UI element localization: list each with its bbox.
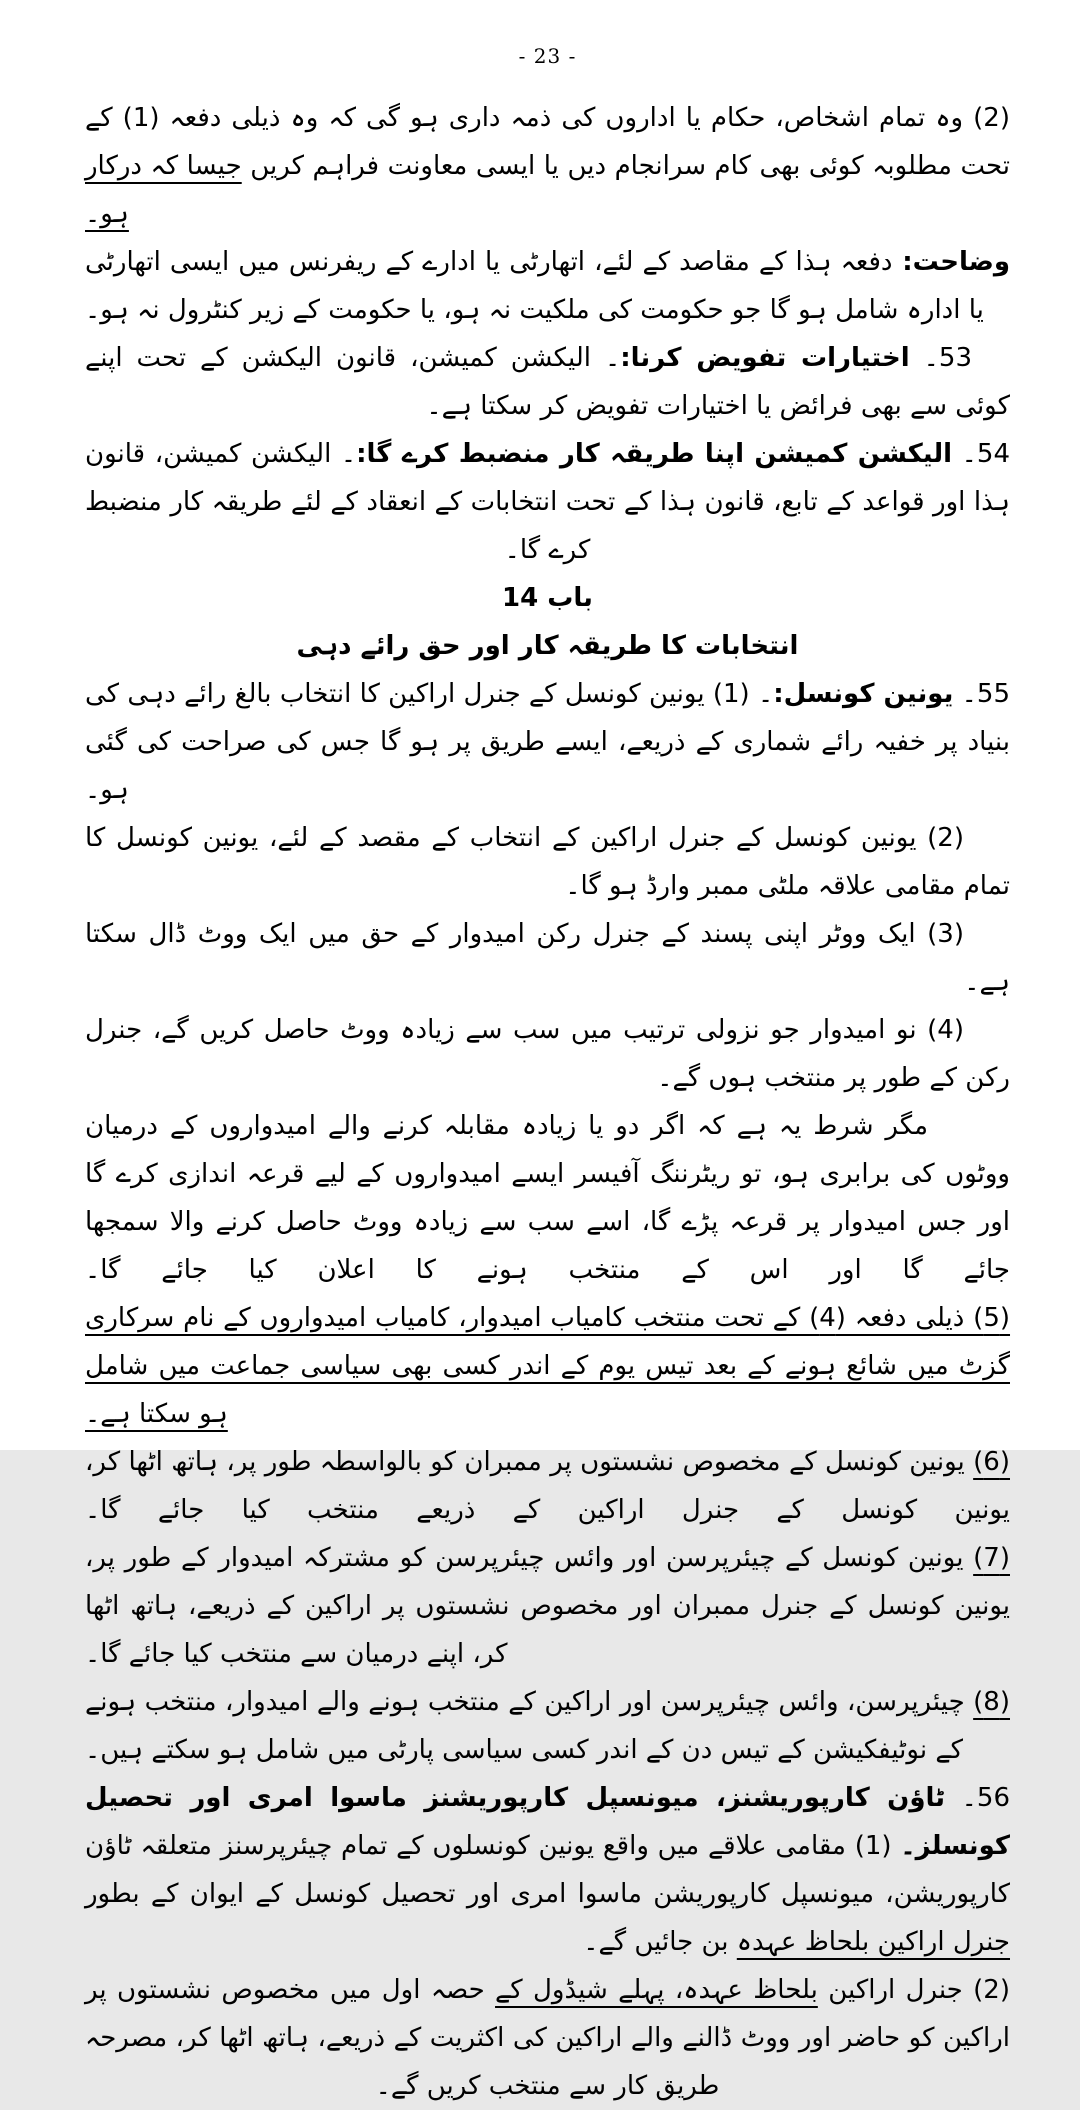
clause-55-4 — [85, 1006, 1010, 1102]
explanation-paragraph — [85, 238, 1010, 334]
underlined-text: (5) ذیلی دفعہ (4) کے تحت منتخب کامیاب امیدوار، کامیاب امیدواروں کے نام سرکاری گزٹ میں شائع ہونے کے بعد تیس یوم کے اندر کسی بھی سیاسی جماعت میں شامل ہو سکتا ہے۔ — [85, 1303, 1011, 1429]
text-run: (2) یونین کونسل کے جنرل اراکین کے انتخاب کے مقصد کے لئے، یونین کونسل کا تمام مقامی علاقہ ملٹی ممبر وارڈ ہو گا۔ — [85, 823, 1010, 901]
bold-text: یونین کونسل: — [773, 679, 954, 709]
text-run: بن جائیں گے۔ — [583, 1927, 737, 1957]
section-54 — [85, 430, 1010, 574]
chapter-title: انتخابات کا طریقہ کار اور حق رائے دہی — [296, 631, 799, 661]
text-run: 54۔ — [952, 439, 1010, 469]
underlined-text: (6) — [973, 1447, 1010, 1477]
text-run: یونین کونسل کے چیئرپرسن اور وائس چیئرپرسن کو مشترکہ امیدوار کے طور پر، یونین کونسل کے جنرل ممبران اور مخصوص نشستوں پر اراکین کے ذریعے، ہاتھ اٹھا کر، اپنے درمیان سے منتخب کیا جائے گا۔ — [85, 1543, 1010, 1669]
clause-56-2 — [85, 1966, 1010, 2110]
text-run: ۔ (1) یونین کونسل کے جنرل اراکین کا انتخاب بالغ رائے دہی کی بنیاد پر خفیہ رائے شماری کے ذریعے، ایسے طریق پر ہو گا جس کی صراحت کی گئی ہو۔ — [85, 679, 1010, 805]
page-number: - 23 - — [518, 44, 577, 68]
text-run: 56۔ — [945, 1783, 1010, 1813]
text-run: (3) ایک ووٹر اپنی پسند کے جنرل رکن امیدوار کے حق میں ایک ووٹ ڈال سکتا ہے۔ — [85, 919, 1010, 997]
underlined-text: بلحاظ عہدہ، پہلے شیڈول کے — [495, 1975, 818, 2005]
clause-55-5 — [85, 1294, 1010, 1438]
bold-text: ٹاؤن کارپوریشنز، میونسپل کارپوریشنز ماسوا امری اور تحصیل کونسلز۔ — [85, 1783, 1010, 1861]
text-run: یونین کونسل کے مخصوص نشستوں پر ممبران کو بالواسطہ طور پر، ہاتھ اٹھا کر، یونین کونسل کے جنرل اراکین کے ذریعے منتخب کیا جائے گا۔ — [85, 1447, 1010, 1525]
text-run: 53۔ — [909, 343, 972, 373]
underlined-text: جنرل اراکین بلحاظ عہدہ — [736, 1927, 1010, 1957]
text-run: مگر شرط یہ ہے کہ اگر دو یا زیادہ مقابلہ کرنے والے امیدواروں کے درمیان ووٹوں کی برابری ہو، تو ریٹرننگ آفیسر ایسے امیدواروں کے لیے قرعہ اندازی کرے گا اور جس امیدوار پر قرعہ پڑے گا، اسے سب سے زیادہ ووٹ حاصل کرنے والا سمجھا جائے گا اور اس کے منتخب ہونے کا اعلان کیا جائے گا۔ — [85, 1111, 1010, 1285]
text-run: (4) نو امیدوار جو نزولی ترتیب میں سب سے زیادہ ووٹ حاصل کریں گے، جنرل رکن کے طور پر منتخب ہوں گے۔ — [85, 1015, 1010, 1093]
chapter-label: باب 14 — [502, 583, 593, 613]
clause-55-6 — [85, 1438, 1010, 1534]
underlined-text: جیسا کہ درکار ہو۔ — [85, 151, 242, 229]
proviso-55 — [85, 1102, 1010, 1294]
bold-text: الیکشن کمیشن اپنا طریقہ کار منضبط کرے گا: — [356, 439, 953, 469]
section-53 — [85, 334, 1010, 430]
text-run: (2) وہ تمام اشخاص، حکام یا اداروں کی ذمہ داری ہو گی کہ وہ ذیلی دفعہ (1) کے تحت مطلوبہ کوئی بھی کام سرانجام دیں یا ایسی معاونت فراہم کریں — [85, 103, 1010, 181]
text-run: 55۔ — [953, 679, 1010, 709]
document-body — [85, 94, 1010, 2110]
text-run: چیئرپرسن، وائس چیئرپرسن اور اراکین کے منتخب ہونے والے امیدوار، منتخب ہونے کے نوٹیفکیشن کے تیس دن کے اندر کسی سیاسی پارٹی میں شامل ہو سکتے ہیں۔ — [85, 1687, 974, 1765]
bold-text: اختیارات تفویض کرنا: — [620, 343, 910, 373]
clause-52-2 — [85, 94, 1010, 238]
underlined-text: (8) — [973, 1687, 1010, 1717]
text-run: (1) مقامی علاقے میں واقع یونین کونسلوں کے تمام چیئرپرسنز متعلقہ ٹاؤن کارپوریشن، میونسپل کارپوریشن ماسوا امری اور تحصیل کونسل کے ایوان کے بطور — [85, 1831, 1010, 1909]
clause-55-2 — [85, 814, 1010, 910]
text-run: (2) جنرل اراکین — [817, 1975, 1010, 2005]
text-run: دفعہ ہذا کے مقاصد کے لئے، اتھارٹی یا ادارے کے ریفرنس میں ایسی اتھارٹی یا ادارہ شامل ہو گا جو حکومت کی ملکیت نہ ہو، یا حکومت کے زیر کنٹرول نہ ہو۔ — [85, 247, 984, 325]
text-run: ۔ الیکشن کمیشن، قانون ہذا اور قواعد کے تابع، قانون ہذا کے تحت انتخابات کے انعقاد کے لئے طریقہ کار منضبط کرے گا۔ — [85, 439, 1010, 565]
underlined-text: (7) — [973, 1543, 1010, 1573]
clause-55-3 — [85, 910, 1010, 1006]
clause-55-8 — [85, 1678, 1010, 1774]
bold-text: وضاحت: — [892, 247, 1010, 277]
section-55 — [85, 670, 1010, 814]
text-run: ۔ الیکشن کمیشن، قانون الیکشن کے تحت اپنے کوئی سے بھی فرائض یا اختیارات تفویض کر سکتا ہے۔ — [85, 343, 1010, 421]
section-56 — [85, 1774, 1010, 1966]
clause-55-7 — [85, 1534, 1010, 1678]
text-run: حصہ اول میں مخصوص نشستوں پر اراکین کو حاضر اور ووٹ ڈالنے والے اراکین کی اکثریت کے ذریعے، ہاتھ اٹھا کر، مصرحہ طریق کار سے منتخب کریں گے۔ — [85, 1975, 1010, 2101]
